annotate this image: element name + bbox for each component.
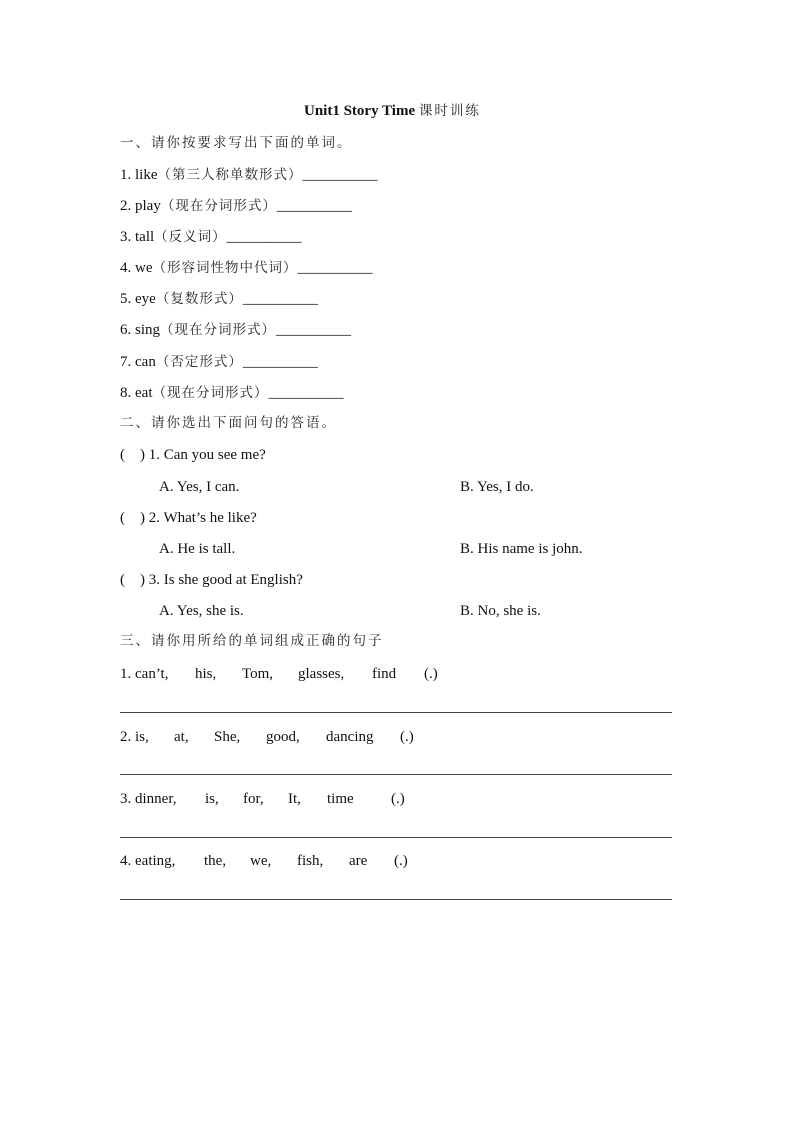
scrambled-word: 4. eating, xyxy=(120,853,176,869)
scrambled-word: fish, xyxy=(297,853,324,869)
section3-heading: 三、请你用所给的单词组成正确的句子 xyxy=(120,633,384,649)
option-b: B. No, she is. xyxy=(460,603,541,619)
question: ( ) 1. Can you see me? xyxy=(120,447,266,463)
scrambled-word: his, xyxy=(195,666,217,682)
word-item-word: 3. tall xyxy=(120,229,155,245)
word-item-word: 4. we xyxy=(120,260,153,276)
answer-blank[interactable]: __________ xyxy=(297,260,373,276)
answer-blank[interactable]: __________ xyxy=(302,167,378,183)
title-english: Unit1 Story Time xyxy=(304,103,416,119)
word-item-hint: （否定形式） xyxy=(155,354,243,370)
word-item-word: 8. eat xyxy=(120,385,153,401)
scrambled-word: She, xyxy=(214,729,241,745)
word-item xyxy=(120,197,352,215)
word-item-hint: （现在分词形式） xyxy=(160,198,277,214)
page-title xyxy=(304,102,481,120)
word-item-hint: （现在分词形式） xyxy=(152,385,269,401)
scrambled-word: Tom, xyxy=(242,666,274,682)
answer-blank[interactable]: __________ xyxy=(242,291,318,307)
word-item-hint: （复数形式） xyxy=(155,291,243,307)
word-item xyxy=(120,259,373,277)
answer-line[interactable] xyxy=(120,899,672,900)
answer-blank[interactable]: __________ xyxy=(242,354,318,370)
scrambled-word: we, xyxy=(250,853,272,869)
word-item-word: 6. sing xyxy=(120,322,161,338)
option-a: A. He is tall. xyxy=(159,541,236,557)
word-item-word: 7. can xyxy=(120,354,156,370)
answer-line[interactable] xyxy=(120,837,672,838)
scrambled-word: It, xyxy=(288,791,301,807)
answer-blank[interactable]: __________ xyxy=(268,385,344,401)
scrambled-word: (.) xyxy=(391,791,405,807)
word-item xyxy=(120,384,343,402)
scrambled-word: good, xyxy=(266,729,300,745)
scrambled-word: are xyxy=(349,853,368,869)
answer-line[interactable] xyxy=(120,712,672,713)
option-b: B. His name is john. xyxy=(460,541,583,557)
word-item-hint: （第三人称单数形式） xyxy=(157,167,303,183)
question: ( ) 3. Is she good at English? xyxy=(120,572,303,588)
word-item-hint: （形容词性物中代词） xyxy=(152,260,298,276)
word-item xyxy=(120,166,378,184)
scrambled-word: (.) xyxy=(400,729,414,745)
answer-blank[interactable]: __________ xyxy=(226,229,302,245)
scrambled-word: time xyxy=(327,791,354,807)
word-item xyxy=(120,353,318,371)
section1-heading: 一、请你按要求写出下面的单词。 xyxy=(120,135,353,151)
scrambled-word: 2. is, xyxy=(120,729,149,745)
scrambled-word: 3. dinner, xyxy=(120,791,177,807)
word-item-hint: （现在分词形式） xyxy=(160,322,277,338)
scrambled-word: dancing xyxy=(326,729,374,745)
word-item-hint: （反义词） xyxy=(154,229,227,245)
answer-line[interactable] xyxy=(120,774,672,775)
title-chinese: 课时训练 xyxy=(418,103,481,119)
option-a: A. Yes, I can. xyxy=(159,479,240,495)
scrambled-word: glasses, xyxy=(298,666,345,682)
word-item-word: 1. like xyxy=(120,167,158,183)
scrambled-word: the, xyxy=(204,853,227,869)
scrambled-word: 1. can’t, xyxy=(120,666,169,682)
scrambled-word: (.) xyxy=(394,853,408,869)
word-item-word: 2. play xyxy=(120,198,161,214)
word-item xyxy=(120,290,318,308)
word-item xyxy=(120,228,302,246)
question: ( ) 2. What’s he like? xyxy=(120,510,257,526)
option-b: B. Yes, I do. xyxy=(460,479,534,495)
scrambled-word: is, xyxy=(205,791,219,807)
answer-blank[interactable]: __________ xyxy=(276,322,352,338)
scrambled-word: for, xyxy=(243,791,264,807)
word-item-word: 5. eye xyxy=(120,291,156,307)
scrambled-word: (.) xyxy=(424,666,438,682)
answer-blank[interactable]: __________ xyxy=(276,198,352,214)
section2-heading: 二、请你选出下面问句的答语。 xyxy=(120,415,337,431)
scrambled-word: find xyxy=(372,666,397,682)
word-item xyxy=(120,321,351,339)
option-a: A. Yes, she is. xyxy=(159,603,244,619)
scrambled-word: at, xyxy=(174,729,189,745)
